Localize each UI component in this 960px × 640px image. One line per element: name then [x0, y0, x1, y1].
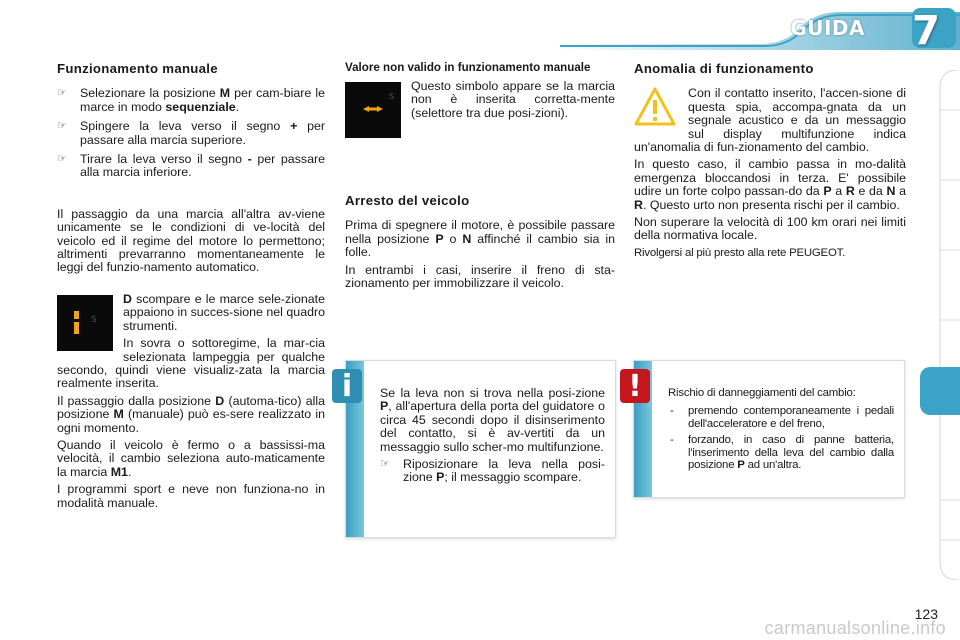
manual-steps-list: [57, 87, 325, 179]
info-steps-list: [380, 458, 605, 485]
list-item: - premendo contemporaneamente i pedali dell'acceleratore e del freno,: [670, 405, 894, 430]
warning-list: [668, 405, 894, 471]
column-manual-operation: [57, 62, 325, 514]
icon-symbol: S: [389, 92, 395, 101]
chapter-tab-outline: [930, 70, 960, 580]
hand-pointer-icon: ☞: [57, 120, 67, 133]
list-item: ☞ Tirare la leva verso il segno - per passare alla marcia inferiore.: [57, 152, 325, 180]
hand-pointer-icon: ☞: [380, 458, 390, 471]
paragraph: In questo caso, il cambio passa in mo-dalità emergenza bloccandosi in terza. E' possibile udire un forte colpo passan-do da P a R e da N a R. Questo urto non presenta rischi per il cambio.: [634, 157, 906, 212]
warning-content: [668, 387, 894, 475]
paragraph: Rivolgersi al più presto alla rete PEUGEOT.: [634, 246, 846, 259]
paragraph: D scompare e le marce sele-zionate appaiono in succes-sione nel quadro strumenti.: [123, 291, 325, 333]
paragraph: Il passaggio dalla posizione D (automa-tico) alla posizione M (manuale) può es-sere realizzato in ogni momento.: [57, 393, 325, 435]
section-title-malfunction: Anomalia di funzionamento: [634, 61, 814, 76]
chapter-title: GUIDA: [790, 16, 865, 40]
list-item: - forzando, in caso di panne batteria, l'inserimento della leva del cambio dalla posizione P ad un'altra.: [670, 434, 894, 472]
chapter-number: 7: [912, 8, 940, 54]
list-item: ☞ Spingere la leva verso il segno + per passare alla marcia superiore.: [57, 119, 325, 147]
paragraph: Prima di spegnere il motore, è possibile passare nella posizione P o N affinché il cambio sia in folle.: [345, 218, 616, 260]
paragraph: Non superare la velocità di 100 km orari nei limiti della normativa locale.: [634, 215, 906, 243]
list-item: ☞ Riposizionare la leva nella posi-zione P; il messaggio scompare.: [380, 457, 605, 485]
exclamation-icon: !: [620, 369, 650, 403]
watermark: carmanualsonline.info: [764, 618, 946, 638]
hand-pointer-icon: ☞: [57, 153, 67, 166]
hand-pointer-icon: ☞: [57, 87, 67, 100]
paragraph: Questo simbolo appare se la marcia non è inserita corretta-mente (selettore tra due posi-zioni).: [411, 79, 615, 120]
chapter-tab-active[interactable]: [920, 367, 960, 415]
paragraph: In entrambi i casi, inserire il freno di sta-zionamento per immobilizzare il veicolo.: [345, 262, 615, 291]
gear-display-icon: [57, 295, 113, 351]
column-vehicle-stop: [345, 62, 615, 294]
paragraph: I programmi sport e neve non funziona-no in modalità manuale.: [57, 482, 325, 510]
invalid-gear-icon: [345, 82, 401, 138]
paragraph: Il passaggio da una marcia all'altra av-viene unicamente se le condizioni di ve-locità del veicolo ed il regime del motore lo permettono; altrimenti prevarranno momentaneamente le leggi del funzio-namento automatico.: [57, 206, 325, 275]
paragraph: Se la leva non si trova nella posi-zione P, all'apertura della porta del guidatore o circa 45 secondi dopo il disinserimento del contatto, si è av-vertiti da un messaggio sullo scher-mo multifunzione.: [380, 386, 605, 454]
info-icon: i: [332, 369, 362, 403]
chapter-tabs: [930, 70, 960, 580]
section-title-invalid-value: Valore non valido in funzionamento manuale: [345, 61, 591, 74]
section-title-stop: Arresto del veicolo: [345, 193, 470, 208]
header-band: [560, 0, 960, 54]
section-title-manual: Funzionamento manuale: [57, 61, 218, 76]
warning-triangle-icon: [634, 87, 676, 130]
page-number: 123: [914, 606, 938, 622]
info-note-box: [341, 360, 616, 538]
column-malfunction: [634, 62, 906, 264]
warning-note-box: [628, 360, 905, 498]
header-swoosh: [560, 0, 960, 50]
paragraph: Quando il veicolo è fermo o a bassissi-ma velocità, il cambio seleziona auto-maticamente la marcia M1.: [57, 437, 325, 479]
paragraph: In sovra o sottoregime, la mar-cia selezionata lampeggia per qualche secondo, quindi viene visualiz-zata la marcia realmente inserita.: [57, 336, 325, 391]
list-item: ☞ Selezionare la posizione M per cam-biare le marce in modo sequenziale.: [57, 86, 325, 114]
warning-title: Rischio di danneggiamenti del cambio:: [668, 387, 856, 399]
info-content: [380, 387, 605, 491]
paragraph: Con il contatto inserito, l'accen-sione di questa spia, accompa-gnata da un segnale acustico e da un messaggio sul display multifunzione indica un'anomalia di fun-zionamento del cambio.: [634, 86, 906, 155]
icon-symbol: S: [91, 314, 97, 325]
